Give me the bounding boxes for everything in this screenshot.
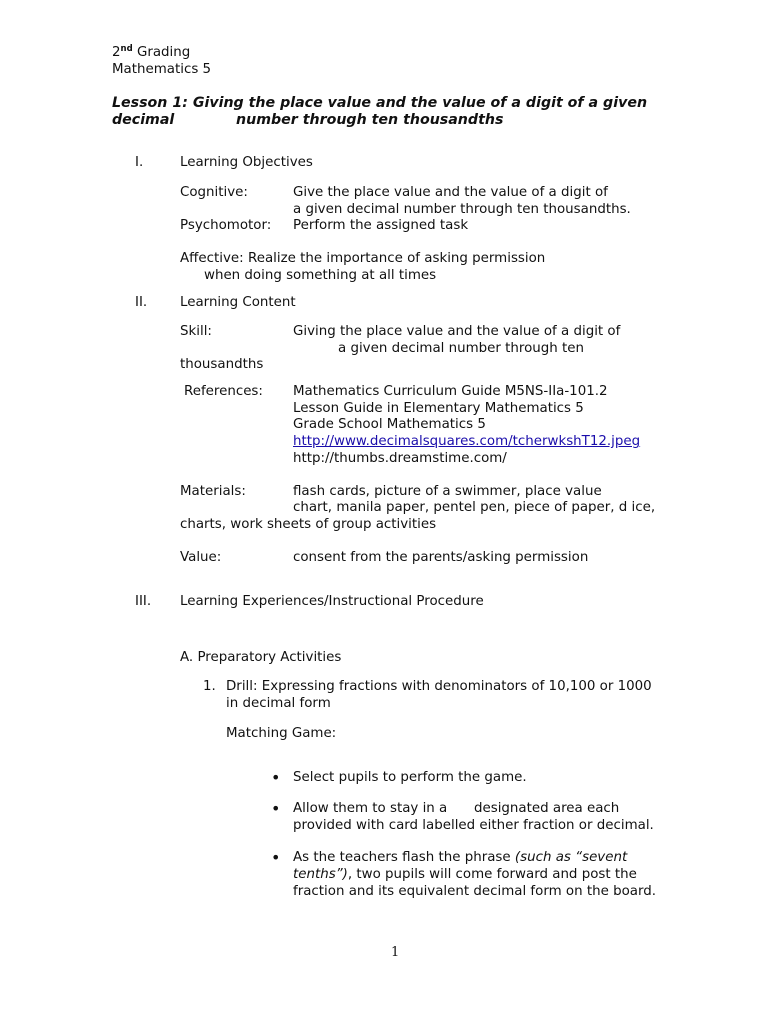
bullet-icon: • [271,799,281,818]
bullet-text-1: Select pupils to perform the game. [293,770,527,785]
drill-number: 1. [203,679,216,694]
subject-heading: Mathematics 5 [112,62,212,77]
affective-label: Affective: [180,251,244,266]
materials-text-1: flash cards, picture of a swimmer, place value [293,484,602,499]
page-number: 1 [391,945,400,960]
lesson-title-line2b: number through ten thousandths [236,112,504,128]
lesson-title-line2a: decimal [112,112,175,128]
drill-text-1: Drill: Expressing fractions with denominators of 10,100 or 1000 [226,679,652,694]
cognitive-text-1: Give the place value and the value of a digit of [293,185,608,200]
reference-link[interactable]: http://www.decimalsquares.com/tcherwkshT12.jpeg [293,434,641,449]
grading-heading [112,45,190,61]
skill-text-3: thousandths [180,357,264,372]
references-label: References: [184,384,263,399]
section-number-3: III. [135,594,152,609]
section-title-2: Learning Content [180,295,296,310]
bullet-text-2-line2: provided with card labelled either fraction or decimal. [293,818,654,833]
affective-text-1: Realize the importance of asking permission [248,251,546,266]
preparatory-activities-heading: A. Preparatory Activities [180,650,342,665]
materials-label: Materials: [180,484,246,499]
bullet-text-3-line2 [293,867,637,883]
cognitive-label: Cognitive: [180,185,248,200]
bullet-icon: • [271,768,281,787]
reference-item: Grade School Mathematics 5 [293,417,486,432]
section-title-3: Learning Experiences/Instructional Procedure [180,594,484,609]
grading-number: 2 [112,45,121,60]
grading-suffix: nd [120,44,133,54]
section-title-1: Learning Objectives [180,155,313,170]
bullet-text-3a: As the teachers flash the phrase [293,850,515,865]
bullet-text-3-line1 [293,850,627,866]
psychomotor-text: Perform the assigned task [293,218,469,233]
grading-word: Grading [136,45,191,60]
value-text: consent from the parents/asking permission [293,550,589,565]
section-number-2: II. [135,295,148,310]
materials-text-3: charts, work sheets of group activities [180,517,437,532]
cognitive-text-2: a given decimal number through ten thousandths. [293,202,631,217]
value-label: Value: [180,550,222,565]
affective-text-2: when doing something at all times [204,268,437,283]
bullet-text-3-italic: (such as “sevent [514,850,628,865]
matching-game-title: Matching Game: [226,726,337,741]
drill-text-2: in decimal form [226,696,331,711]
bullet-text-2a: Allow them to stay in a [293,801,448,816]
bullet-text-2b: designated area each [474,801,620,816]
bullet-text-3b: , two pupils will come forward and post the [347,867,637,882]
psychomotor-label: Psychomotor: [180,218,272,233]
bullet-text-3-italic-2: tenths”) [293,867,348,882]
reference-item: Mathematics Curriculum Guide M5NS-IIa-101.2 [293,384,608,399]
bullet-text-3-line3: fraction and its equivalent decimal form on the board. [293,884,656,899]
reference-item: Lesson Guide in Elementary Mathematics 5 [293,401,584,416]
skill-label: Skill: [180,324,212,339]
lesson-title-line1: Lesson 1: Giving the place value and the value of a digit of a given [112,95,648,111]
bullet-icon: • [271,848,281,867]
section-number-1: I. [135,155,144,170]
materials-text-2: chart, manila paper, pentel pen, piece of paper, d ice, [293,500,656,515]
skill-text-2: a given decimal number through ten [338,341,585,356]
reference-url-plain: http://thumbs.dreamstime.com/ [293,451,507,466]
skill-text-1: Giving the place value and the value of a digit of [293,324,621,339]
